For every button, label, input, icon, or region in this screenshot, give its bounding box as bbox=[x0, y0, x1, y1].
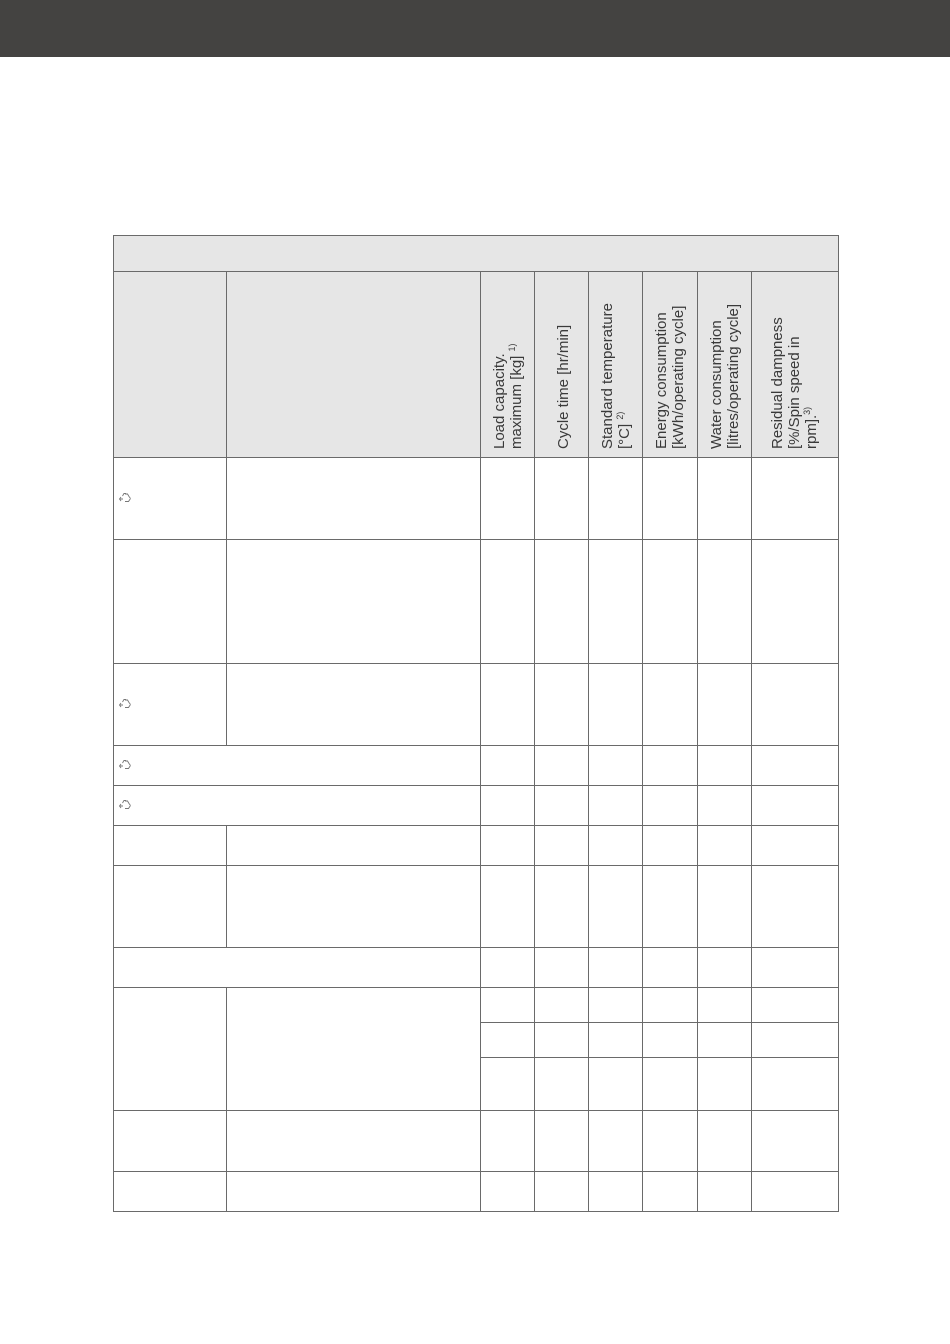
header-label: Water consumption [litres/operating cycle] bbox=[707, 303, 742, 449]
eco-recycle-icon bbox=[118, 759, 132, 771]
programme-cell bbox=[114, 540, 227, 664]
table-row bbox=[114, 458, 839, 540]
header-label: Cycle time [hr/min] bbox=[554, 324, 572, 449]
header-description-cell bbox=[227, 272, 481, 458]
table-row bbox=[114, 746, 839, 786]
programme-cell bbox=[114, 826, 227, 866]
description-cell bbox=[227, 866, 481, 948]
eco-recycle-icon bbox=[118, 799, 132, 811]
programme-cell bbox=[114, 988, 227, 1111]
description-cell bbox=[227, 988, 481, 1111]
header-load-capacity bbox=[481, 272, 535, 458]
programme-cell bbox=[114, 746, 481, 786]
table-row bbox=[114, 866, 839, 948]
description-cell bbox=[227, 458, 481, 540]
header-cycle-time bbox=[535, 272, 589, 458]
table-row bbox=[114, 786, 839, 826]
description-cell bbox=[227, 540, 481, 664]
header-standard-temperature bbox=[589, 272, 643, 458]
description-cell bbox=[227, 1111, 481, 1172]
table-row bbox=[114, 826, 839, 866]
table-row bbox=[114, 988, 839, 1023]
description-cell bbox=[227, 1172, 481, 1212]
header-programme-cell bbox=[114, 272, 227, 458]
table-row bbox=[114, 540, 839, 664]
programme-cell bbox=[114, 1111, 227, 1172]
programme-cell bbox=[114, 786, 481, 826]
description-cell bbox=[227, 664, 481, 746]
header-label: Residual dampness [%/Spin speed in rpm].$^{3)}$ bbox=[769, 317, 820, 449]
programme-cell bbox=[114, 866, 227, 948]
header-residual-dampness bbox=[752, 272, 839, 458]
table-row bbox=[114, 664, 839, 746]
programme-cell bbox=[114, 664, 227, 746]
eco-recycle-icon bbox=[118, 698, 132, 710]
header-water-consumption bbox=[698, 272, 752, 458]
table-row bbox=[114, 1172, 839, 1212]
table-title-banner bbox=[114, 236, 839, 272]
top-header-bar bbox=[0, 0, 950, 57]
header-label: Load capacity. maximum [kg] $^{1)}$ bbox=[490, 343, 525, 449]
eco-recycle-icon bbox=[118, 492, 132, 504]
header-label: Energy consumption [kWh/operating cycle] bbox=[653, 305, 687, 449]
header-energy-consumption bbox=[643, 272, 698, 458]
programme-cell bbox=[114, 948, 481, 988]
description-cell bbox=[227, 826, 481, 866]
table-row bbox=[114, 948, 839, 988]
header-label: Standard temperature [°C] $^{2)}$ bbox=[598, 303, 633, 449]
programme-cell bbox=[114, 458, 227, 540]
programme-consumption-table bbox=[113, 235, 839, 1212]
programme-cell bbox=[114, 1172, 227, 1212]
table-row bbox=[114, 1111, 839, 1172]
